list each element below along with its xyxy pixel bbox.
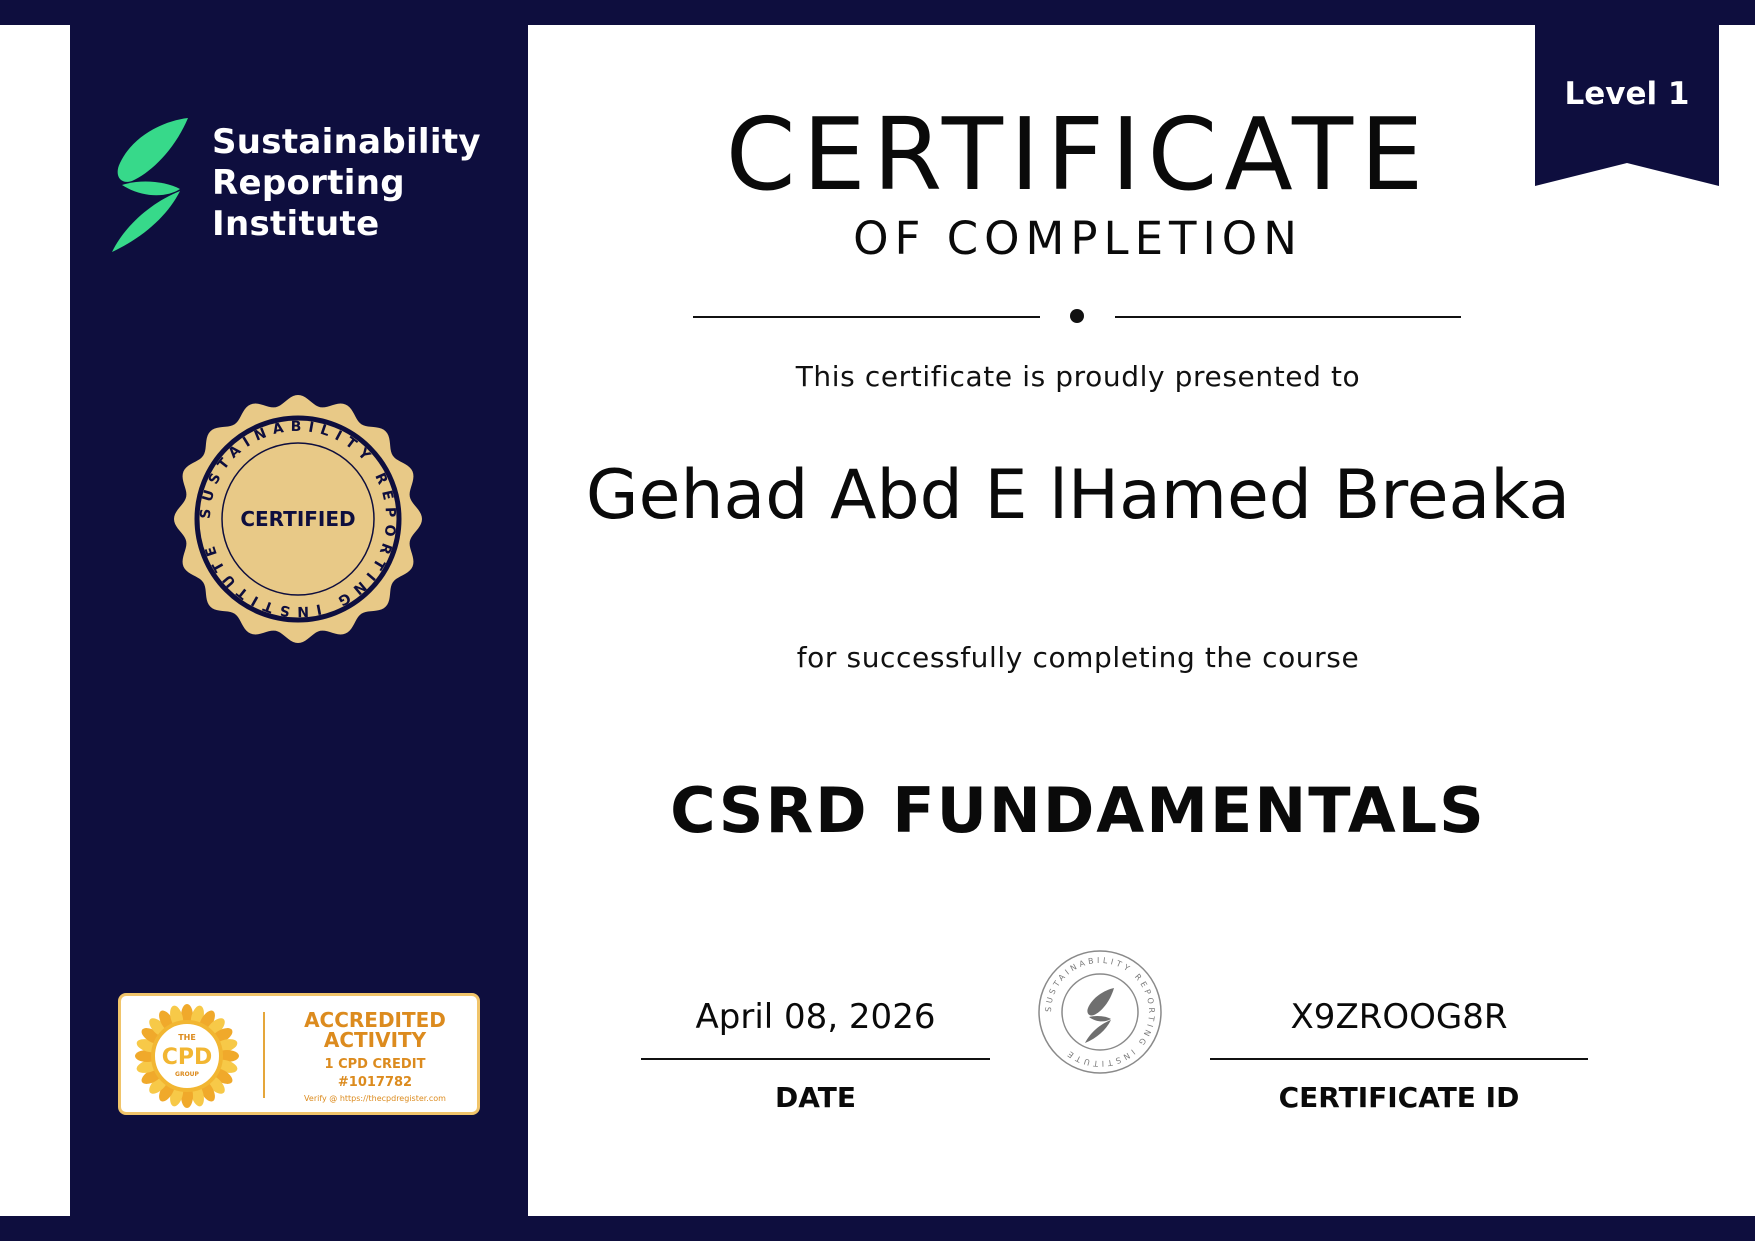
completing-text: for successfully completing the course xyxy=(796,641,1360,674)
cpd-group-logo xyxy=(135,1004,239,1108)
cpd-title-line: ACCREDITED xyxy=(304,1008,446,1032)
date-value: April 08, 2026 xyxy=(695,997,936,1037)
certificate-id-value: X9ZROOG8R xyxy=(1290,997,1508,1037)
sri-logo-icon xyxy=(110,115,200,255)
certified-seal xyxy=(172,393,424,645)
organization-name-line: Reporting xyxy=(212,163,405,203)
cpd-verify-link[interactable]: Verify @ https://thecpdregister.com xyxy=(304,1094,446,1103)
certificate-id-label: CERTIFICATE ID xyxy=(1278,1081,1520,1114)
recipient-name: Gehad Abd E lHamed Breaka xyxy=(585,456,1571,535)
organization-name-line: Institute xyxy=(212,204,380,244)
level-label: Level 1 xyxy=(1564,76,1690,112)
cpd-title xyxy=(271,1010,479,1050)
cpd-accreditation-badge xyxy=(118,993,480,1115)
divider-dot xyxy=(1070,309,1084,323)
svg-text:SUSTAINABILITY REPORTING INSTI xyxy=(1044,956,1156,1068)
date-underline xyxy=(641,1058,990,1060)
course-name: CSRD FUNDAMENTALS xyxy=(670,774,1486,847)
seal-center-text: CERTIFIED xyxy=(240,507,356,531)
cpd-logo-top: THE xyxy=(178,1033,196,1042)
divider-line-right xyxy=(1115,316,1461,318)
organization-name xyxy=(212,122,481,245)
divider-line-left xyxy=(693,316,1040,318)
cpd-credit: 1 CPD CREDIT xyxy=(324,1057,426,1072)
cpd-number: #1017782 xyxy=(337,1075,413,1090)
certificate-id-underline xyxy=(1210,1058,1588,1060)
certificate-title: CERTIFICATE xyxy=(725,96,1431,213)
cpd-logo-main: CPD xyxy=(161,1045,213,1070)
stamp-logo-icon xyxy=(1085,988,1114,1043)
stamp-ring-text: SUSTAINABILITY REPORTING INSTITUTE xyxy=(1043,955,1157,1069)
cpd-credit-info xyxy=(271,1056,479,1092)
certificate-subtitle: OF COMPLETION xyxy=(853,212,1303,265)
institute-stamp xyxy=(1036,948,1164,1076)
cpd-title-line: ACTIVITY xyxy=(323,1028,427,1052)
cpd-logo-bottom: GROUP xyxy=(175,1071,199,1078)
presented-to-text: This certificate is proudly presented to xyxy=(795,360,1361,393)
cpd-divider xyxy=(263,1012,265,1098)
date-label: DATE xyxy=(775,1081,856,1114)
seal-ring-text: SUSTAINABILITY REPORTING INSTITUTE xyxy=(197,418,399,620)
organization-name-line: Sustainability xyxy=(212,122,481,162)
